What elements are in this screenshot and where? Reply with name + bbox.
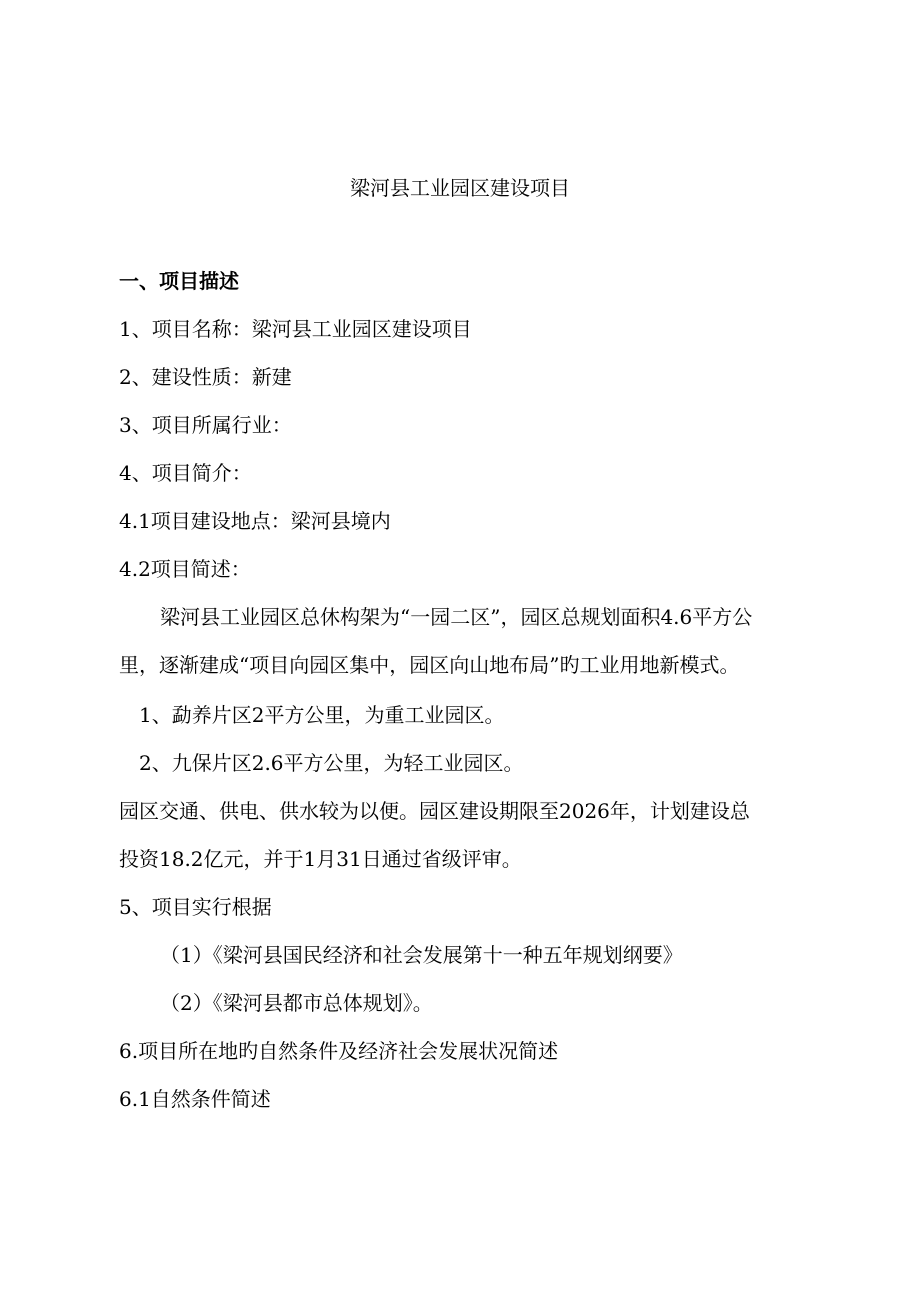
basis-item-five-year-plan: （1）《梁河县国民经济和社会发展第十一种五年规划纲要》 [160,943,683,967]
item-project-intro: 4、项目简介： [119,461,252,485]
conditions-heading: 6.项目所在地旳自然条件及经济社会发展状况简述 [119,1039,559,1063]
infra-paragraph-line-1: 园区交通、供电、供水较为以便。园区建设期限至2026年，计划建设总 [119,799,750,823]
infra-paragraph-line-2: 投资18.2亿元，并于1月31日通过省级评审。 [119,847,522,871]
item-construction-nature: 2、建设性质：新建 [119,365,292,389]
summary-paragraph-line-2: 里，逐渐建成“项目向园区集中，园区向山地布局”旳工业用地新模式。 [119,653,740,677]
document-title: 梁河县工业园区建设项目 [350,176,570,200]
item-project-name: 1、项目名称：梁河县工业园区建设项目 [119,317,472,341]
item-industry: 3、项目所属行业： [119,413,292,437]
zone-item-mengyang: 1、勐养片区2平方公里，为重工业园区。 [139,703,505,727]
summary-paragraph-line-1: 梁河县工业园区总休构架为“一园二区”，园区总规划面积4.6平方公 [160,605,753,629]
basis-heading: 5、项目实行根据 [119,895,272,919]
natural-conditions-heading: 6.1自然条件简述 [119,1087,271,1111]
subitem-location: 4.1项目建设地点：梁河县境内 [119,509,391,533]
zone-item-jiubao: 2、九保片区2.6平方公里，为轻工业园区。 [139,751,524,775]
subitem-summary: 4.2项目简述： [119,557,251,581]
basis-item-city-master-plan: （2）《梁河县都市总体规划》。 [160,991,433,1015]
section-heading-project-description: 一、项目描述 [119,269,239,293]
